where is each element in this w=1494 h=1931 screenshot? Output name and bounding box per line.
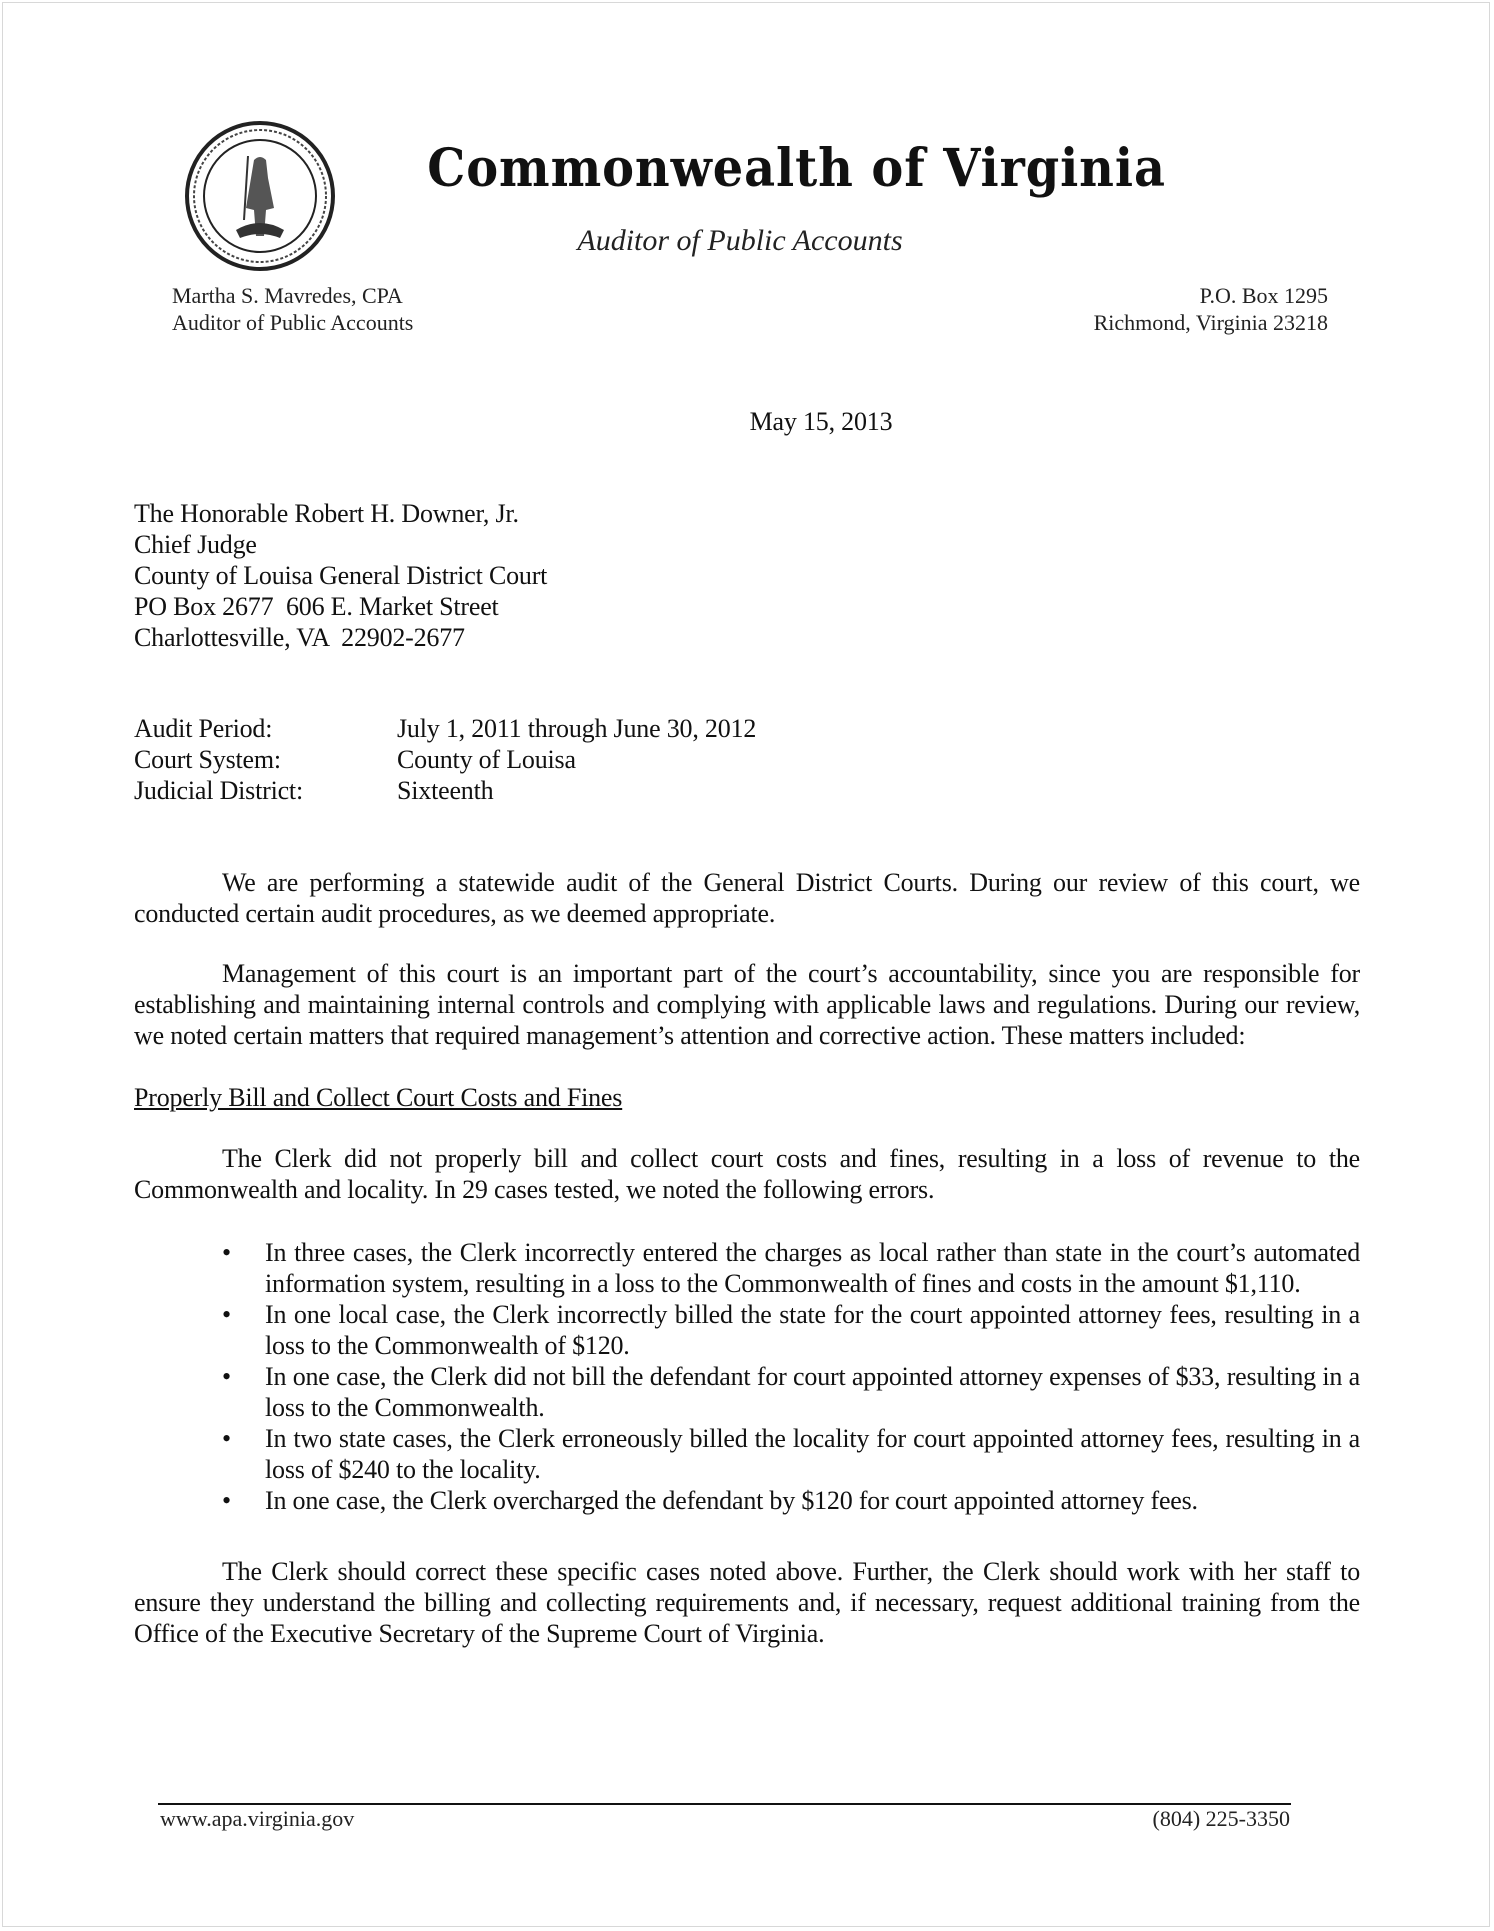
letter-date: May 15, 2013 (749, 407, 893, 436)
auditor-name: Martha S. Mavredes, CPA (172, 283, 403, 308)
audit-info (134, 713, 1360, 806)
list-item (134, 1485, 1360, 1516)
auditor-title: Auditor of Public Accounts (172, 310, 414, 335)
footer-divider (158, 1803, 1291, 1805)
recipient-line: Charlottesville, VA 22902-2677 (134, 623, 465, 652)
bullet-icon: • (222, 1424, 231, 1453)
paragraph-text: The Clerk did not properly bill and collect court costs and fines, resulting in a loss of revenue to the Commonwealth and locality. In 29 cases tested, we noted the following errors. (134, 1144, 1360, 1204)
label: Court System: (134, 745, 281, 774)
bullet-icon: • (222, 1486, 231, 1515)
list-item (134, 1423, 1360, 1485)
footer-website: www.apa.virginia.gov (160, 1806, 355, 1831)
footer-phone: (804) 225-3350 (1152, 1806, 1290, 1831)
paragraph (134, 867, 1360, 929)
value: July 1, 2011 through June 30, 2012 (397, 714, 757, 743)
letterhead-subtitle: Auditor of Public Accounts (577, 224, 903, 257)
list-item-text: In one local case, the Clerk incorrectly billed the state for the court appointed attorney fees, resulting in a loss to the Commonwealth of $120. (265, 1300, 1360, 1360)
address-line: Richmond, Virginia 23218 (1093, 310, 1328, 335)
letter-body (134, 406, 1360, 1649)
bullet-icon: • (222, 1362, 231, 1391)
virginia-seal-icon (184, 120, 336, 272)
recipient-line: PO Box 2677 606 E. Market Street (134, 592, 499, 621)
value: Sixteenth (397, 776, 494, 805)
list-item-text: In three cases, the Clerk incorrectly entered the charges as local rather than state in the court’s automated information system, resulting in a loss to the Commonwealth of fines and costs in the amount $1,110. (265, 1238, 1360, 1298)
judicial-district-row (134, 775, 1360, 806)
paragraph-text: Management of this court is an important part of the court’s accountability, since you are responsible for establishing and maintaining internal controls and complying with applicable laws and regulations. During our review, we noted certain matters that required management’s attention and corrective action. These matters included: (134, 959, 1360, 1050)
recipient-line: The Honorable Robert H. Downer, Jr. (134, 499, 519, 528)
recipient-line: County of Louisa General District Court (134, 561, 548, 590)
closing-paragraph (134, 1556, 1360, 1649)
section-intro (134, 1143, 1360, 1205)
auditor-block (172, 282, 413, 336)
recipient-address (134, 498, 1360, 653)
letterhead-title: Commonwealth of Virginia (427, 138, 1166, 199)
office-address (1094, 282, 1328, 336)
audit-period-row (134, 713, 1360, 744)
label: Audit Period: (134, 714, 273, 743)
value: County of Louisa (397, 745, 576, 774)
errors-list (134, 1237, 1360, 1516)
bullet-icon: • (222, 1300, 231, 1329)
list-item-text: In two state cases, the Clerk erroneously billed the locality for court appointed attorney fees, resulting in a loss of $240 to the locality. (265, 1424, 1360, 1484)
list-item (134, 1299, 1360, 1361)
list-item-text: In one case, the Clerk overcharged the defendant by $120 for court appointed attorney fees. (265, 1486, 1198, 1515)
label: Judicial District: (134, 776, 303, 805)
paragraph-text: We are performing a statewide audit of the General District Courts. During our review of this court, we conducted certain audit procedures, as we deemed appropriate. (134, 868, 1360, 928)
recipient-line: Chief Judge (134, 530, 257, 559)
list-item (134, 1361, 1360, 1423)
list-item (134, 1237, 1360, 1299)
paragraph (134, 958, 1360, 1051)
bullet-icon: • (222, 1238, 231, 1267)
list-item-text: In one case, the Clerk did not bill the defendant for court appointed attorney expenses of $33, resulting in a loss to the Commonwealth. (265, 1362, 1360, 1422)
paragraph-text: The Clerk should correct these specific cases noted above. Further, the Clerk should work with her staff to ensure they understand the billing and collecting requirements and, if necessary, request additional training from the Office of the Executive Secretary of the Supreme Court of Virginia. (134, 1557, 1360, 1648)
section-heading: Properly Bill and Collect Court Costs and Fines (134, 1083, 623, 1112)
address-line: P.O. Box 1295 (1199, 283, 1328, 308)
court-system-row (134, 744, 1360, 775)
